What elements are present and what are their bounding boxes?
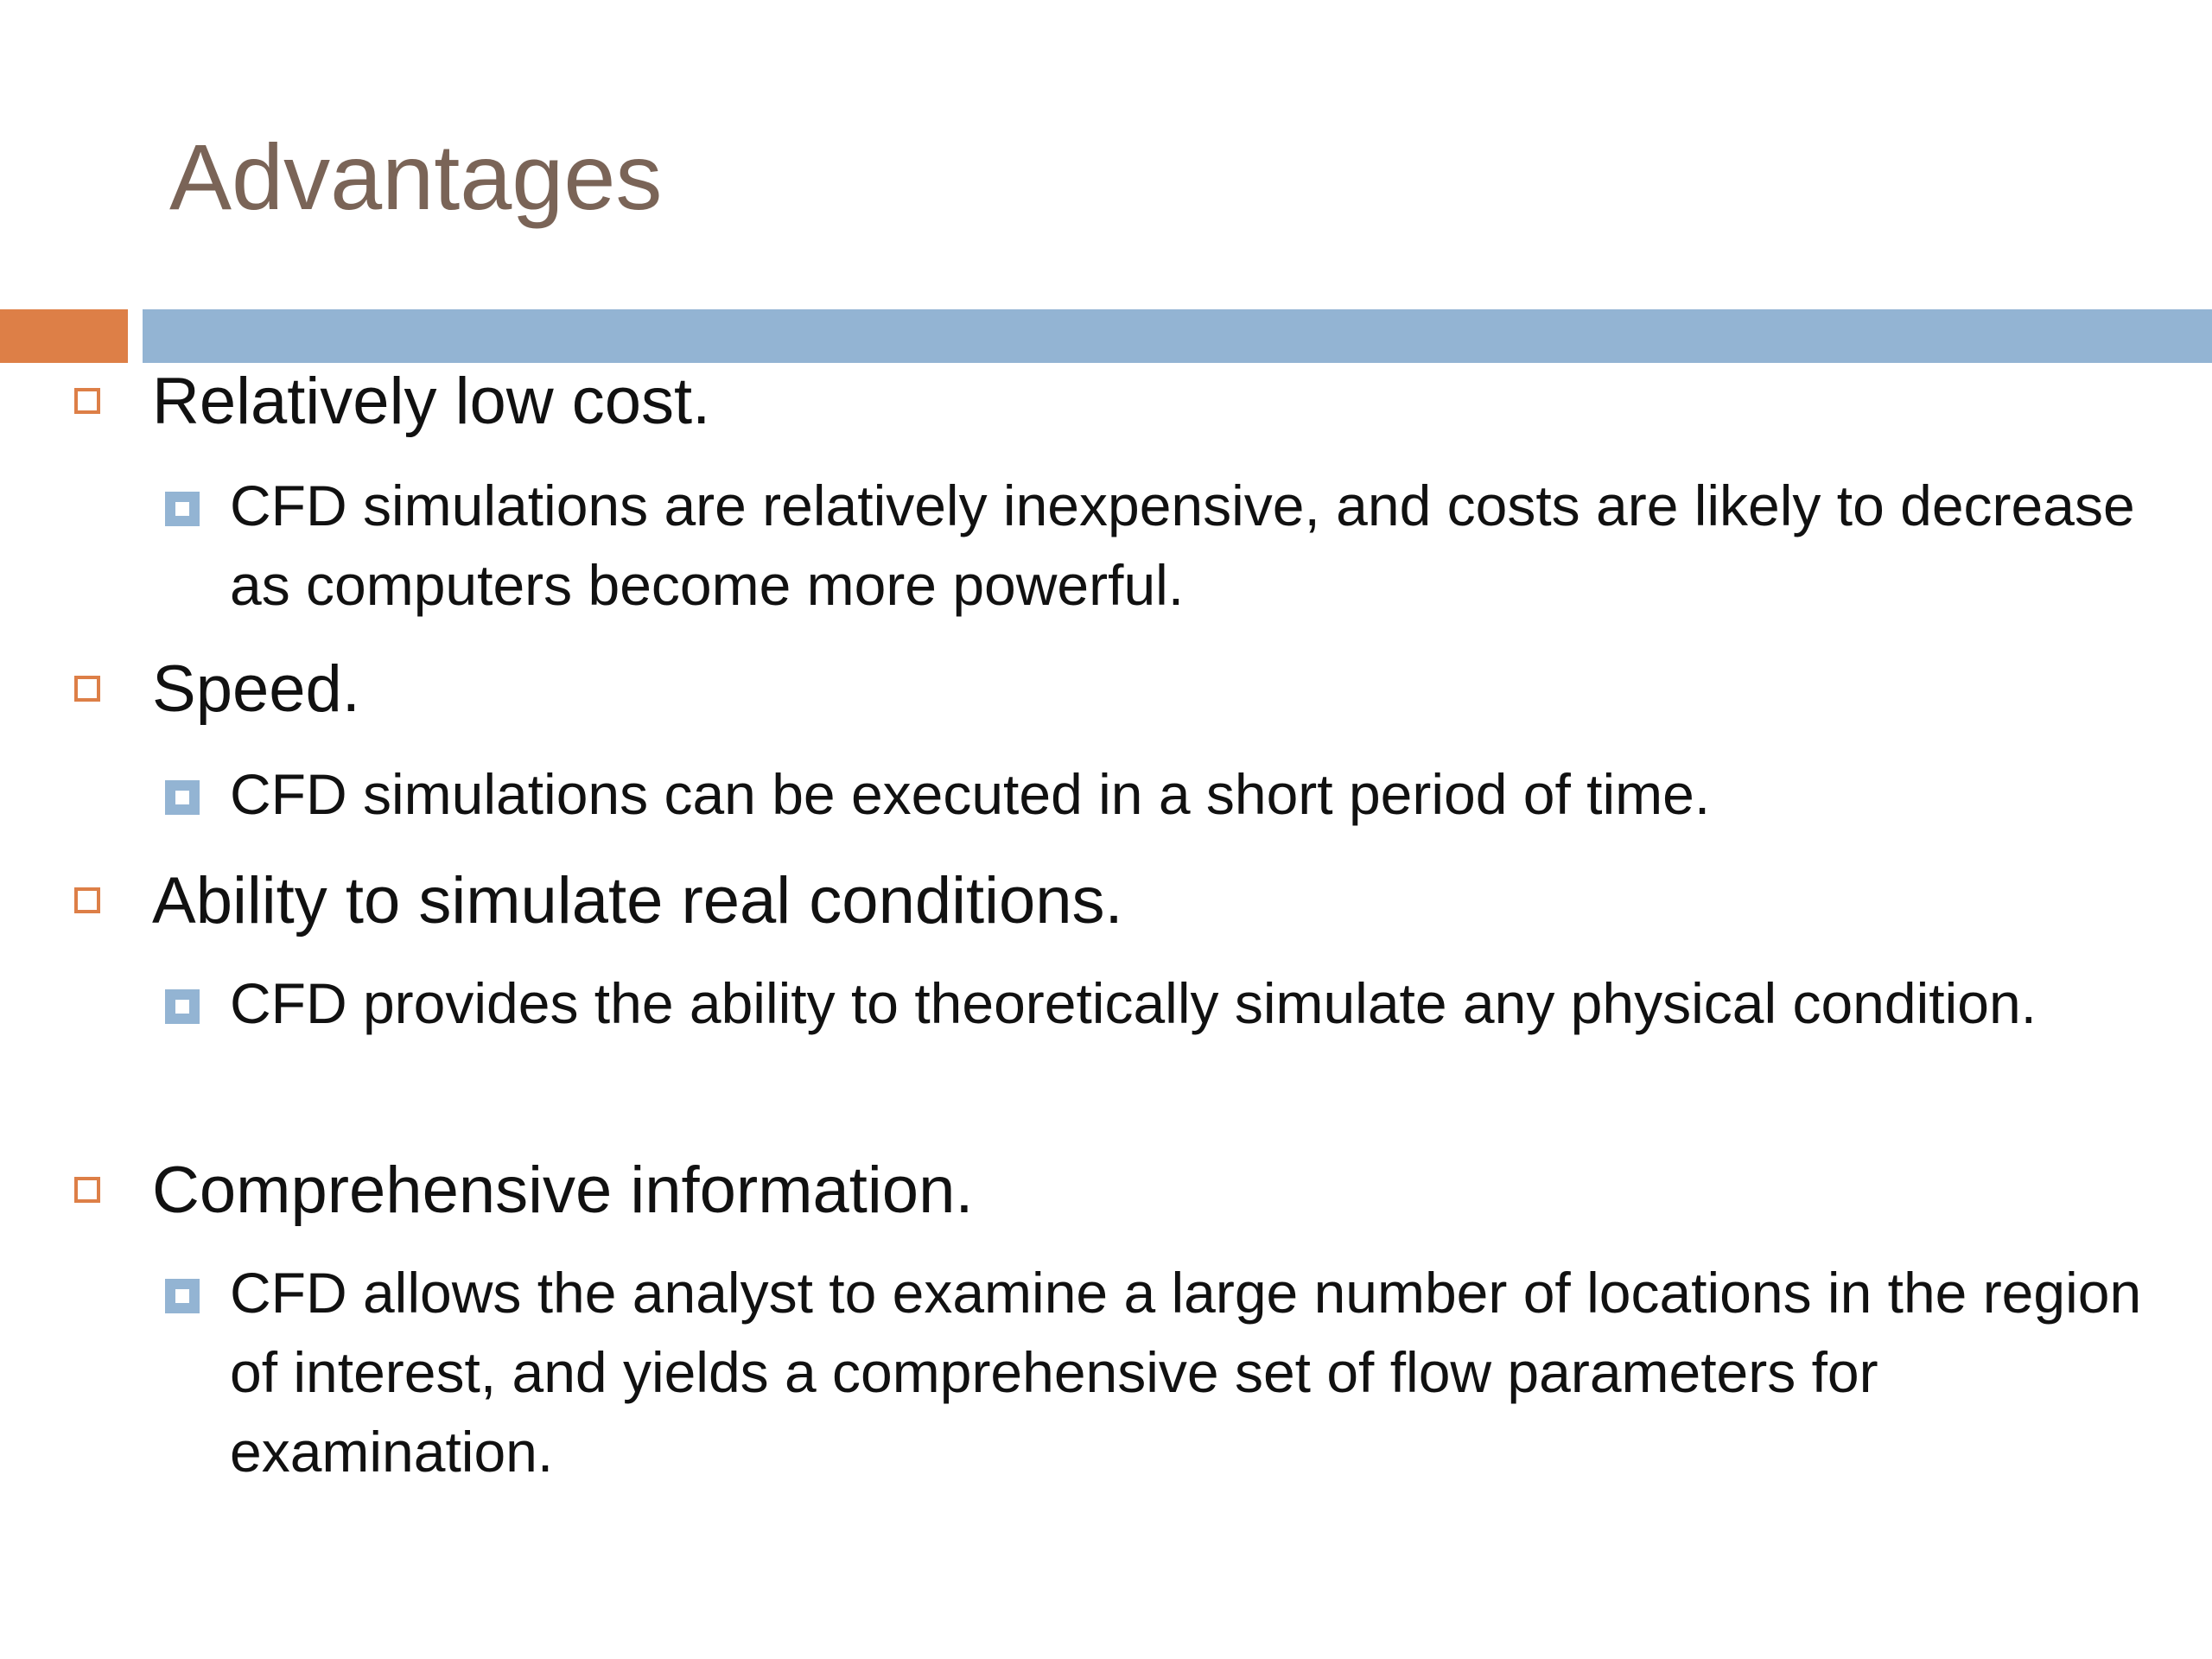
bullet-item bbox=[74, 1145, 973, 1235]
bullet-text: Speed. bbox=[152, 652, 360, 726]
filled-square-icon bbox=[165, 780, 200, 815]
hollow-square-icon bbox=[74, 887, 100, 913]
sub-bullet-text: CFD provides the ability to theoretically simulate any physical condition. bbox=[230, 971, 2037, 1035]
bullet-item bbox=[74, 855, 1123, 945]
hollow-square-icon bbox=[74, 1177, 100, 1203]
bullet-text: Relatively low cost. bbox=[152, 364, 711, 438]
filled-square-icon bbox=[165, 492, 200, 526]
filled-square-icon bbox=[165, 989, 200, 1024]
bullet-text: Ability to simulate real conditions. bbox=[152, 863, 1123, 938]
sub-bullet-text: CFD allows the analyst to examine a large number of locations in the region of interest, and yields a comprehensive set of flow parameters for examination. bbox=[230, 1261, 2142, 1484]
hollow-square-icon bbox=[74, 388, 100, 414]
bullet-item bbox=[74, 356, 710, 446]
sub-bullet-text: CFD simulations are relatively inexpensive, and costs are likely to decrease as computers become more powerful. bbox=[230, 474, 2135, 617]
bullet-item bbox=[74, 644, 360, 734]
filled-square-icon bbox=[165, 1279, 200, 1313]
hollow-square-icon bbox=[74, 676, 100, 702]
sub-bullet-text: CFD simulations can be executed in a short period of time. bbox=[230, 762, 1711, 826]
bullet-text: Comprehensive information. bbox=[152, 1153, 974, 1227]
slide-title: Advantages bbox=[169, 124, 663, 229]
